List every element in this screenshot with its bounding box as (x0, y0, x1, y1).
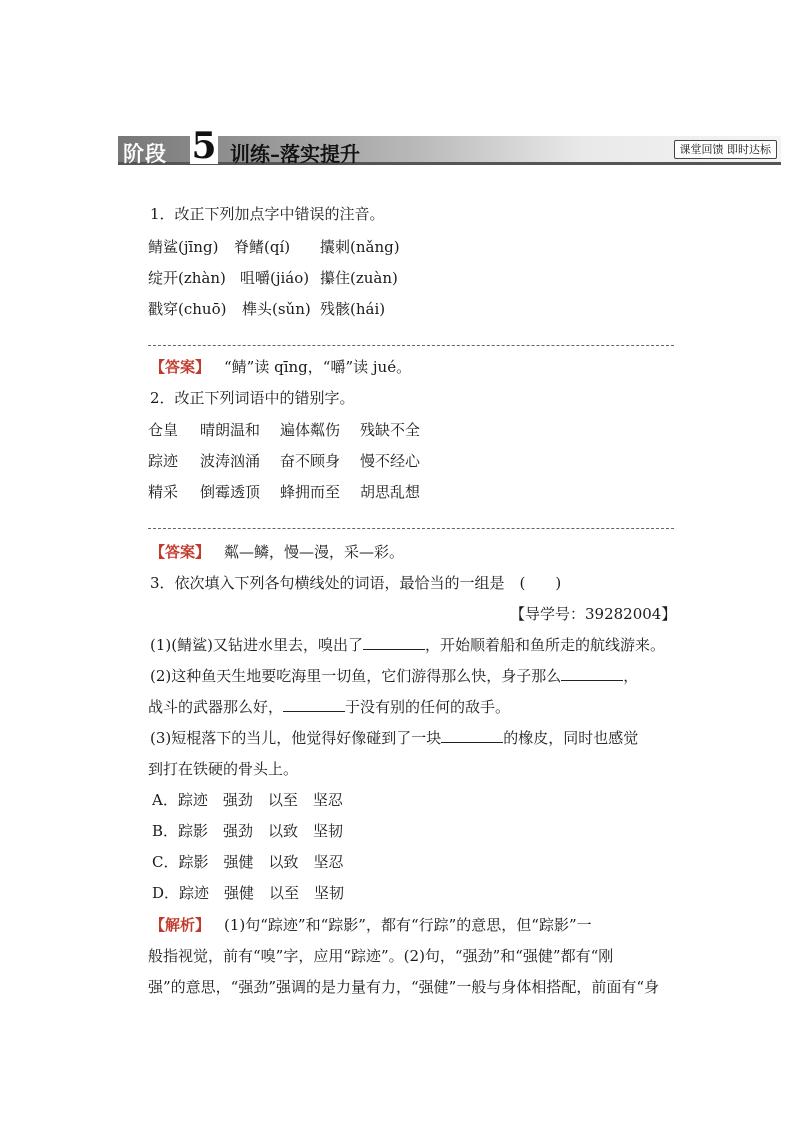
option-d: D．踪迹 强健 以至 坚韧 (152, 884, 345, 902)
option-a: A．踪迹 强劲 以至 坚忍 (152, 791, 343, 809)
q1-item: 咀嚼(jiáo) (240, 269, 310, 287)
answer-text: “鲭”读 qīng，“嚼”读 jué。 (224, 358, 412, 376)
stage-number: 5 (191, 125, 217, 167)
q2-word: 遍体粼伤 (280, 421, 341, 439)
sentence-text: (1)(鲭鲨)又钻进水里去，嗅出了 (150, 636, 363, 654)
q1-item: 脊鳍(qí) (234, 238, 291, 256)
sentence-text: 的橡皮，同时也感觉 (503, 729, 639, 747)
q1-item: 戳穿(chuō) (148, 300, 227, 318)
q3-sentence-1 (150, 636, 665, 654)
q2-word: 残缺不全 (360, 421, 421, 439)
q3-prompt: 3．依次填入下列各句横线处的词语，最恰当的一组是 ( ) (150, 574, 562, 592)
sentence-text: ， (623, 667, 639, 685)
fill-blank (441, 729, 503, 743)
q2-word: 胡思乱想 (360, 483, 421, 501)
guide-number: 【导学号：39282004】 (510, 605, 677, 623)
option-c: C．踪影 强健 以致 坚忍 (152, 853, 344, 871)
sentence-text: 于没有别的任何的敌手。 (345, 698, 511, 716)
q2-word: 波涛汹涌 (200, 452, 261, 470)
q2-word: 精采 (148, 483, 179, 501)
fill-blank (561, 667, 623, 681)
sentence-text: (3)短棍落下的当儿，他觉得好像碰到了一块 (150, 729, 442, 747)
analysis-tag: 【解析】 (150, 916, 211, 934)
q2-word: 慢不经心 (360, 452, 421, 470)
q1-item: 榫头(sǔn) (242, 300, 311, 318)
answer-text: 粼—鳞，慢—漫，采—彩。 (224, 543, 405, 561)
q3-sentence-2-cont (148, 698, 510, 716)
q3-sentence-3 (150, 729, 638, 747)
q3-sentence-3-cont: 到打在铁硬的骨头上。 (148, 760, 299, 778)
analysis-row-1 (150, 916, 592, 934)
fill-blank (283, 698, 345, 712)
q1-item: 鲭鲨(jīng) (148, 238, 219, 256)
divider (148, 345, 674, 346)
analysis-text: 般指视觉，前有“嗅”字，应用“踪迹”。(2)句，“强劲”和“强健”都有“刚 (148, 947, 614, 965)
sentence-text: ，开始顺着船和鱼所走的航线游来。 (424, 636, 665, 654)
q2-word: 仓皇 (148, 421, 179, 439)
stage-label: 阶段 (123, 141, 167, 166)
section-banner (118, 125, 781, 167)
sentence-text: (2)这种鱼天生地要吃海里一切鱼，它们游得那么快，身子那么 (150, 667, 562, 685)
q2-word: 蜂拥而至 (280, 483, 341, 501)
analysis-text: (1)句“踪迹”和“踪影”，都有“行踪”的意思，但“踪影”一 (224, 916, 592, 934)
answer-tag: 【答案】 (150, 358, 211, 376)
q2-word: 奋不顾身 (280, 452, 341, 470)
answer-row-1 (150, 358, 411, 376)
q2-word: 踪迹 (148, 452, 179, 470)
fill-blank (363, 636, 425, 650)
q1-prompt: 1．改正下列加点字中错误的注音。 (150, 205, 385, 223)
q1-item: 绽开(zhàn) (148, 269, 226, 287)
answer-tag: 【答案】 (150, 543, 211, 561)
q2-word: 晴朗温和 (200, 421, 261, 439)
answer-row-2 (150, 543, 404, 561)
option-b: B．踪影 强劲 以致 坚韧 (152, 822, 344, 840)
stage-title: 训练–落实提升 (230, 142, 360, 166)
q2-word: 倒霉透顶 (200, 483, 261, 501)
analysis-text: 强”的意思，“强劲”强调的是力量有力，“强健”一般与身体相搭配，前面有“身 (148, 978, 660, 996)
divider (148, 528, 674, 529)
q1-item: 攮刺(nǎng) (320, 238, 400, 256)
q2-prompt: 2．改正下列词语中的错别字。 (150, 389, 355, 407)
sentence-text: 战斗的武器那么好， (148, 698, 284, 716)
q3-sentence-2 (150, 667, 638, 685)
q1-item: 攥住(zuàn) (320, 269, 398, 287)
q1-item: 残骸(hái) (320, 300, 386, 318)
feedback-tag: 课堂回馈 即时达标 (674, 140, 778, 159)
